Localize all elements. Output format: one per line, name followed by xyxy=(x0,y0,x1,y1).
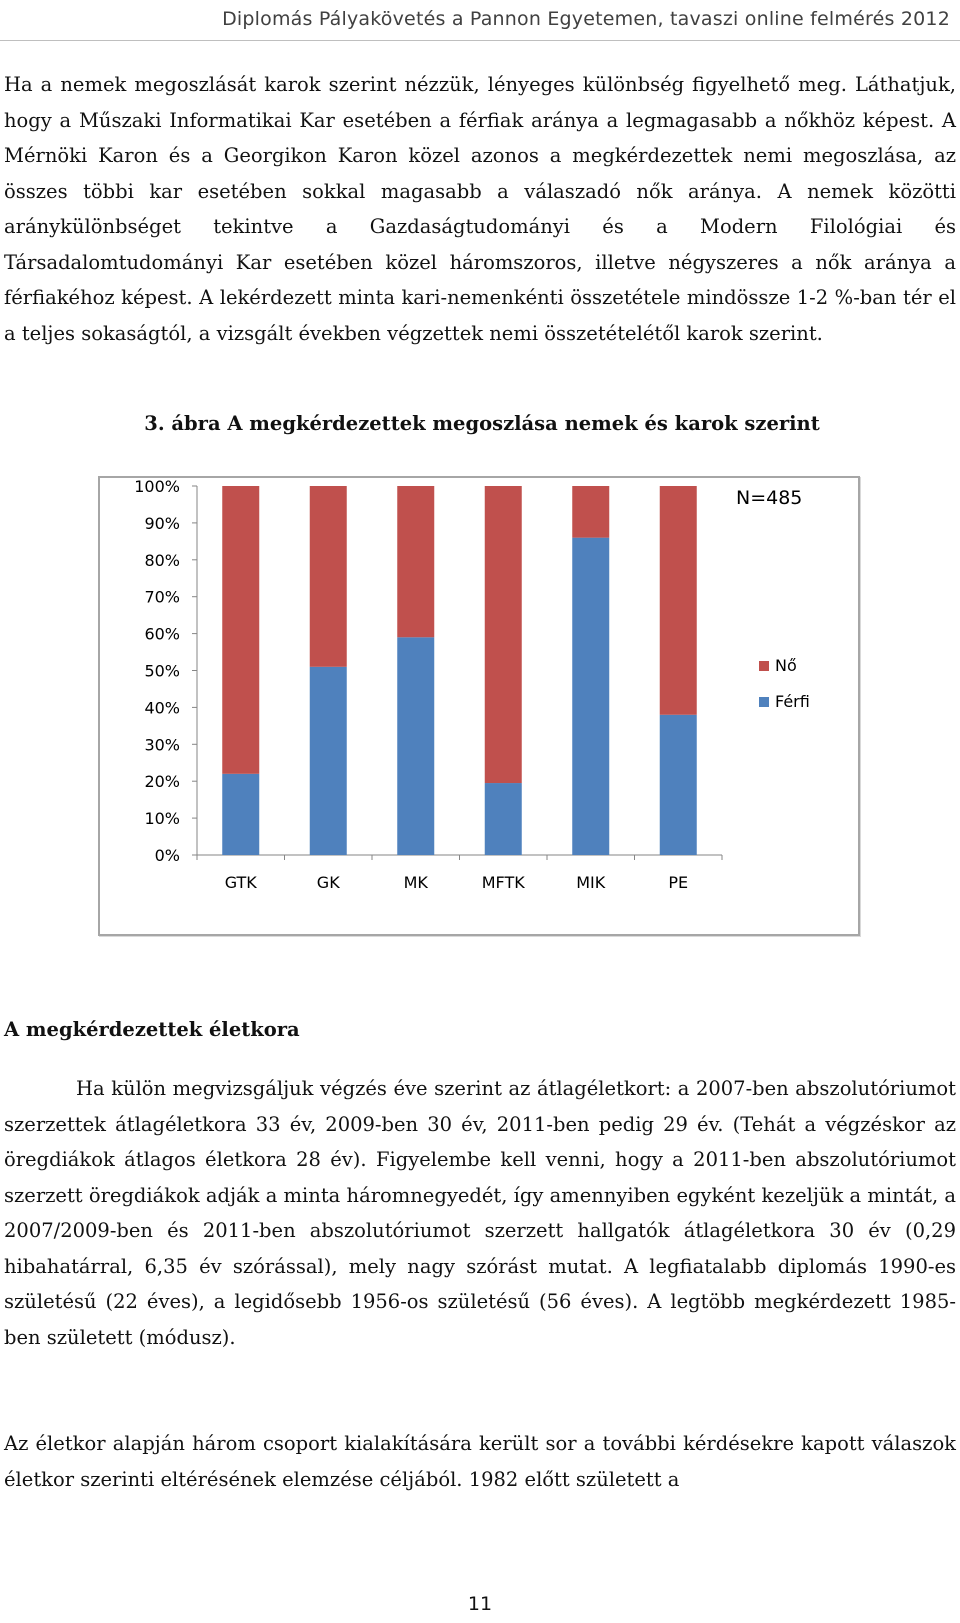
groups-paragraph: Az életkor alapján három csoport kialakítására került sor a további kérdésekre kapott válaszok életkor szerinti eltérésének elemzése céljából. 1982 előtt született a xyxy=(4,1432,956,1491)
bar-mk-no xyxy=(397,486,434,637)
stacked-bar-chart xyxy=(100,478,858,934)
y-tick-label: 60% xyxy=(144,624,180,644)
y-tick-label: 70% xyxy=(144,587,180,607)
legend-label-ferfi: Férfi xyxy=(775,692,810,711)
sample-size-annotation: N=485 xyxy=(736,487,803,509)
bar-gtk-no xyxy=(222,486,259,774)
x-tick-label-mk: MK xyxy=(403,873,428,892)
x-tick-label-mik: MIK xyxy=(576,873,606,892)
y-tick-label: 30% xyxy=(144,735,180,755)
y-tick-label: 40% xyxy=(144,698,180,718)
bar-mk-ferfi xyxy=(397,637,434,855)
y-tick-label: 50% xyxy=(144,661,180,681)
legend-swatch-no xyxy=(759,661,769,671)
y-tick-label: 100% xyxy=(134,478,180,496)
x-tick-label-pe: PE xyxy=(668,873,689,892)
figure-caption: 3. ábra A megkérdezettek megoszlása nemek és karok szerint xyxy=(144,412,820,435)
x-tick-label-gk: GK xyxy=(316,873,340,892)
x-tick-label-mftk: MFTK xyxy=(481,873,525,892)
bar-pe-no xyxy=(660,486,697,715)
y-tick-label: 20% xyxy=(144,772,180,792)
page-number: 11 xyxy=(467,1593,493,1615)
page-header xyxy=(0,0,960,41)
bar-pe-ferfi xyxy=(660,715,697,855)
header-title: Diplomás Pályakövetés a Pannon Egyetemen, tavaszi online felmérés 2012 xyxy=(222,8,950,30)
intro-paragraph: Ha a nemek megoszlását karok szerint nézzük, lényeges különbség figyelhető meg. Láthatjuk, hogy a Műszaki Informatikai Kar esetében a férfiak aránya a legmagasabb a nőkhöz képest. A Mérnöki Karon és a Georgikon Karon közel azonos a megkérdezettek nemi megoszlása, az összes többi kar esetében sokkal magasabb a válaszadó nők aránya. A nemek közötti aránykülönbséget tekintve a Gazdaságtudományi és a Modern Filológiai és Társadalomtudományi Kar esetében közel háromszoros, illetve négyszeres a nők aránya a férfiakéhoz képest. A lekérdezett minta kari-nemenkénti összetétele mindössze 1-2 %-ban tér el a teljes sokaságtól, a vizsgált években végzettek nemi összetételétől karok szerint. xyxy=(4,73,956,345)
section-heading: A megkérdezettek életkora xyxy=(4,1018,300,1041)
bar-mftk-no xyxy=(485,486,522,783)
y-tick-label: 10% xyxy=(144,809,180,829)
bar-gk-ferfi xyxy=(310,667,347,855)
bar-mik-ferfi xyxy=(572,538,609,855)
y-tick-label: 90% xyxy=(144,513,180,533)
legend-swatch-ferfi xyxy=(759,697,769,707)
bar-mftk-ferfi xyxy=(485,783,522,855)
chart-frame xyxy=(98,476,860,936)
y-tick-label: 80% xyxy=(144,550,180,570)
bar-gtk-ferfi xyxy=(222,774,259,855)
bar-mik-no xyxy=(572,486,609,538)
x-tick-label-gtk: GTK xyxy=(224,873,257,892)
y-tick-label: 0% xyxy=(154,846,180,865)
age-paragraph: Ha külön megvizsgáljuk végzés éve szerint az átlagéletkort: a 2007-ben abszolutóriumot szerzettek átlagéletkora 33 év, 2009-ben 30 év, 2011-ben pedig 29 év. (Tehát a végzéskor az öregdiákok átlagos életkora 28 év). Figyelembe kell venni, hogy a 2011-ben abszolutóriumot szerzett öregdiákok adják a minta háromnegyedét, így amennyiben egyként kezeljük a mintát, a 2007/2009-ben és 2011-ben abszolutóriumot szerzett hallgatók átlagéletkora 30 év (0,29 hibahatárral, 6,35 év szórással), mely nagy szórást mutat. A legfiatalabb diplomás 1990-es születésű (22 éves), a legidősebb 1956-os születésű (56 éves). A legtöbb megkérdezett 1985-ben született (módusz). xyxy=(4,1077,956,1349)
bar-gk-no xyxy=(310,486,347,667)
legend-label-no: Nő xyxy=(775,656,797,675)
